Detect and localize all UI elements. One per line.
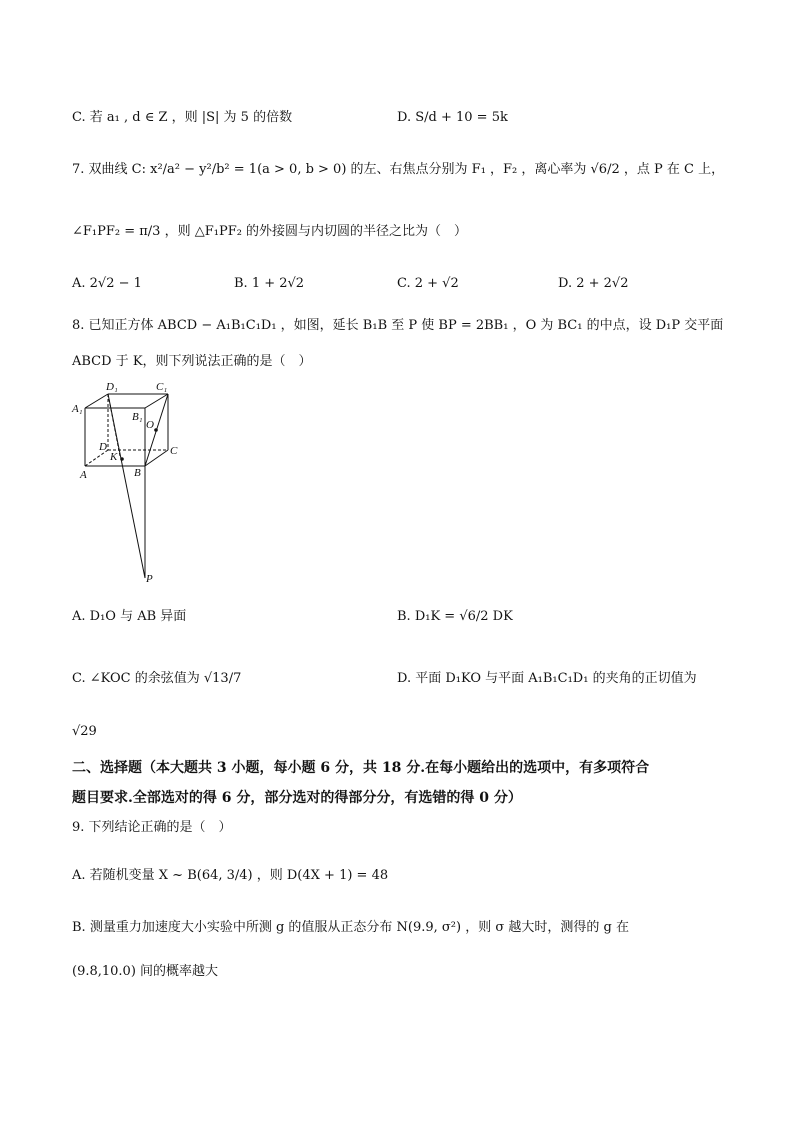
- question-9-text: 9. 下列结论正确的是（ ）: [72, 820, 232, 835]
- option-9b-cont: (9.8,10.0) 间的概率越大: [72, 964, 219, 979]
- label-a: A: [80, 469, 87, 481]
- question-8-text: 8. 已知正方体 ABCD − A₁B₁C₁D₁ ，如图，延长 B₁B 至 P 使 BP = 2BB₁ ，O 为 BC₁ 的中点，设 D₁P 交平面: [72, 318, 724, 333]
- option-6d: D. S/d + 10 = 5k: [397, 110, 508, 125]
- label-a1: A₁: [72, 403, 83, 415]
- option-8d: D. 平面 D₁KO 与平面 A₁B₁C₁D₁ 的夹角的正切值为: [397, 671, 697, 686]
- label-c1: C₁: [156, 381, 168, 393]
- option-7c: C. 2 + √2: [397, 276, 459, 291]
- label-b1: B₁: [132, 411, 143, 423]
- option-9a: A. 若随机变量 X ~ B(64, 3/4) ，则 D(4X + 1) = 48: [72, 868, 389, 883]
- label-d: D: [99, 441, 107, 453]
- label-c: C: [170, 445, 178, 457]
- option-9b: B. 测量重力加速度大小实验中所测 g 的值服从正态分布 N(9.9, σ²) ，则 σ 越大时，测得的 g 在: [72, 920, 629, 935]
- label-o: O: [146, 419, 154, 431]
- option-7b: B. 1 + 2√2: [234, 276, 305, 291]
- option-8a: A. D₁O 与 AB 异面: [72, 609, 187, 624]
- label-k: K: [110, 451, 118, 463]
- cube-figure: [70, 378, 190, 588]
- question-7-text-cont: ∠F₁PF₂ = π/3 ，则 △F₁PF₂ 的外接圆与内切圆的半径之比为（ ）: [72, 224, 468, 239]
- option-7a: A. 2√2 − 1: [72, 276, 142, 291]
- question-7-text: 7. 双曲线 C: x²/a² − y²/b² = 1(a > 0, b > 0) 的左、右焦点分别为 F₁ ，F₂ ，离心率为 √6/2 ，点 P 在 C 上，: [72, 162, 725, 177]
- section-2-heading-cont: 题目要求.全部选对的得 6 分，部分选对的得部分分，有选错的得 0 分）: [72, 790, 522, 806]
- option-8d-value: √29: [72, 724, 97, 739]
- section-2-heading: 二、选择题（本大题共 3 小题，每小题 6 分，共 18 分.在每小题给出的选项中，有多项符合: [72, 760, 650, 776]
- option-7d: D. 2 + 2√2: [558, 276, 629, 291]
- option-8b: B. D₁K = √6/2 DK: [397, 609, 513, 624]
- question-8-text-cont: ABCD 于 K，则下列说法正确的是（ ）: [72, 354, 312, 369]
- label-d1: D₁: [106, 381, 118, 393]
- label-b: B: [134, 467, 141, 479]
- option-6c: C. 若 a₁ , d ∈ Z ，则 |S| 为 5 的倍数: [72, 110, 293, 125]
- option-8c: C. ∠KOC 的余弦值为 √13/7: [72, 671, 242, 686]
- label-p: P: [146, 573, 153, 585]
